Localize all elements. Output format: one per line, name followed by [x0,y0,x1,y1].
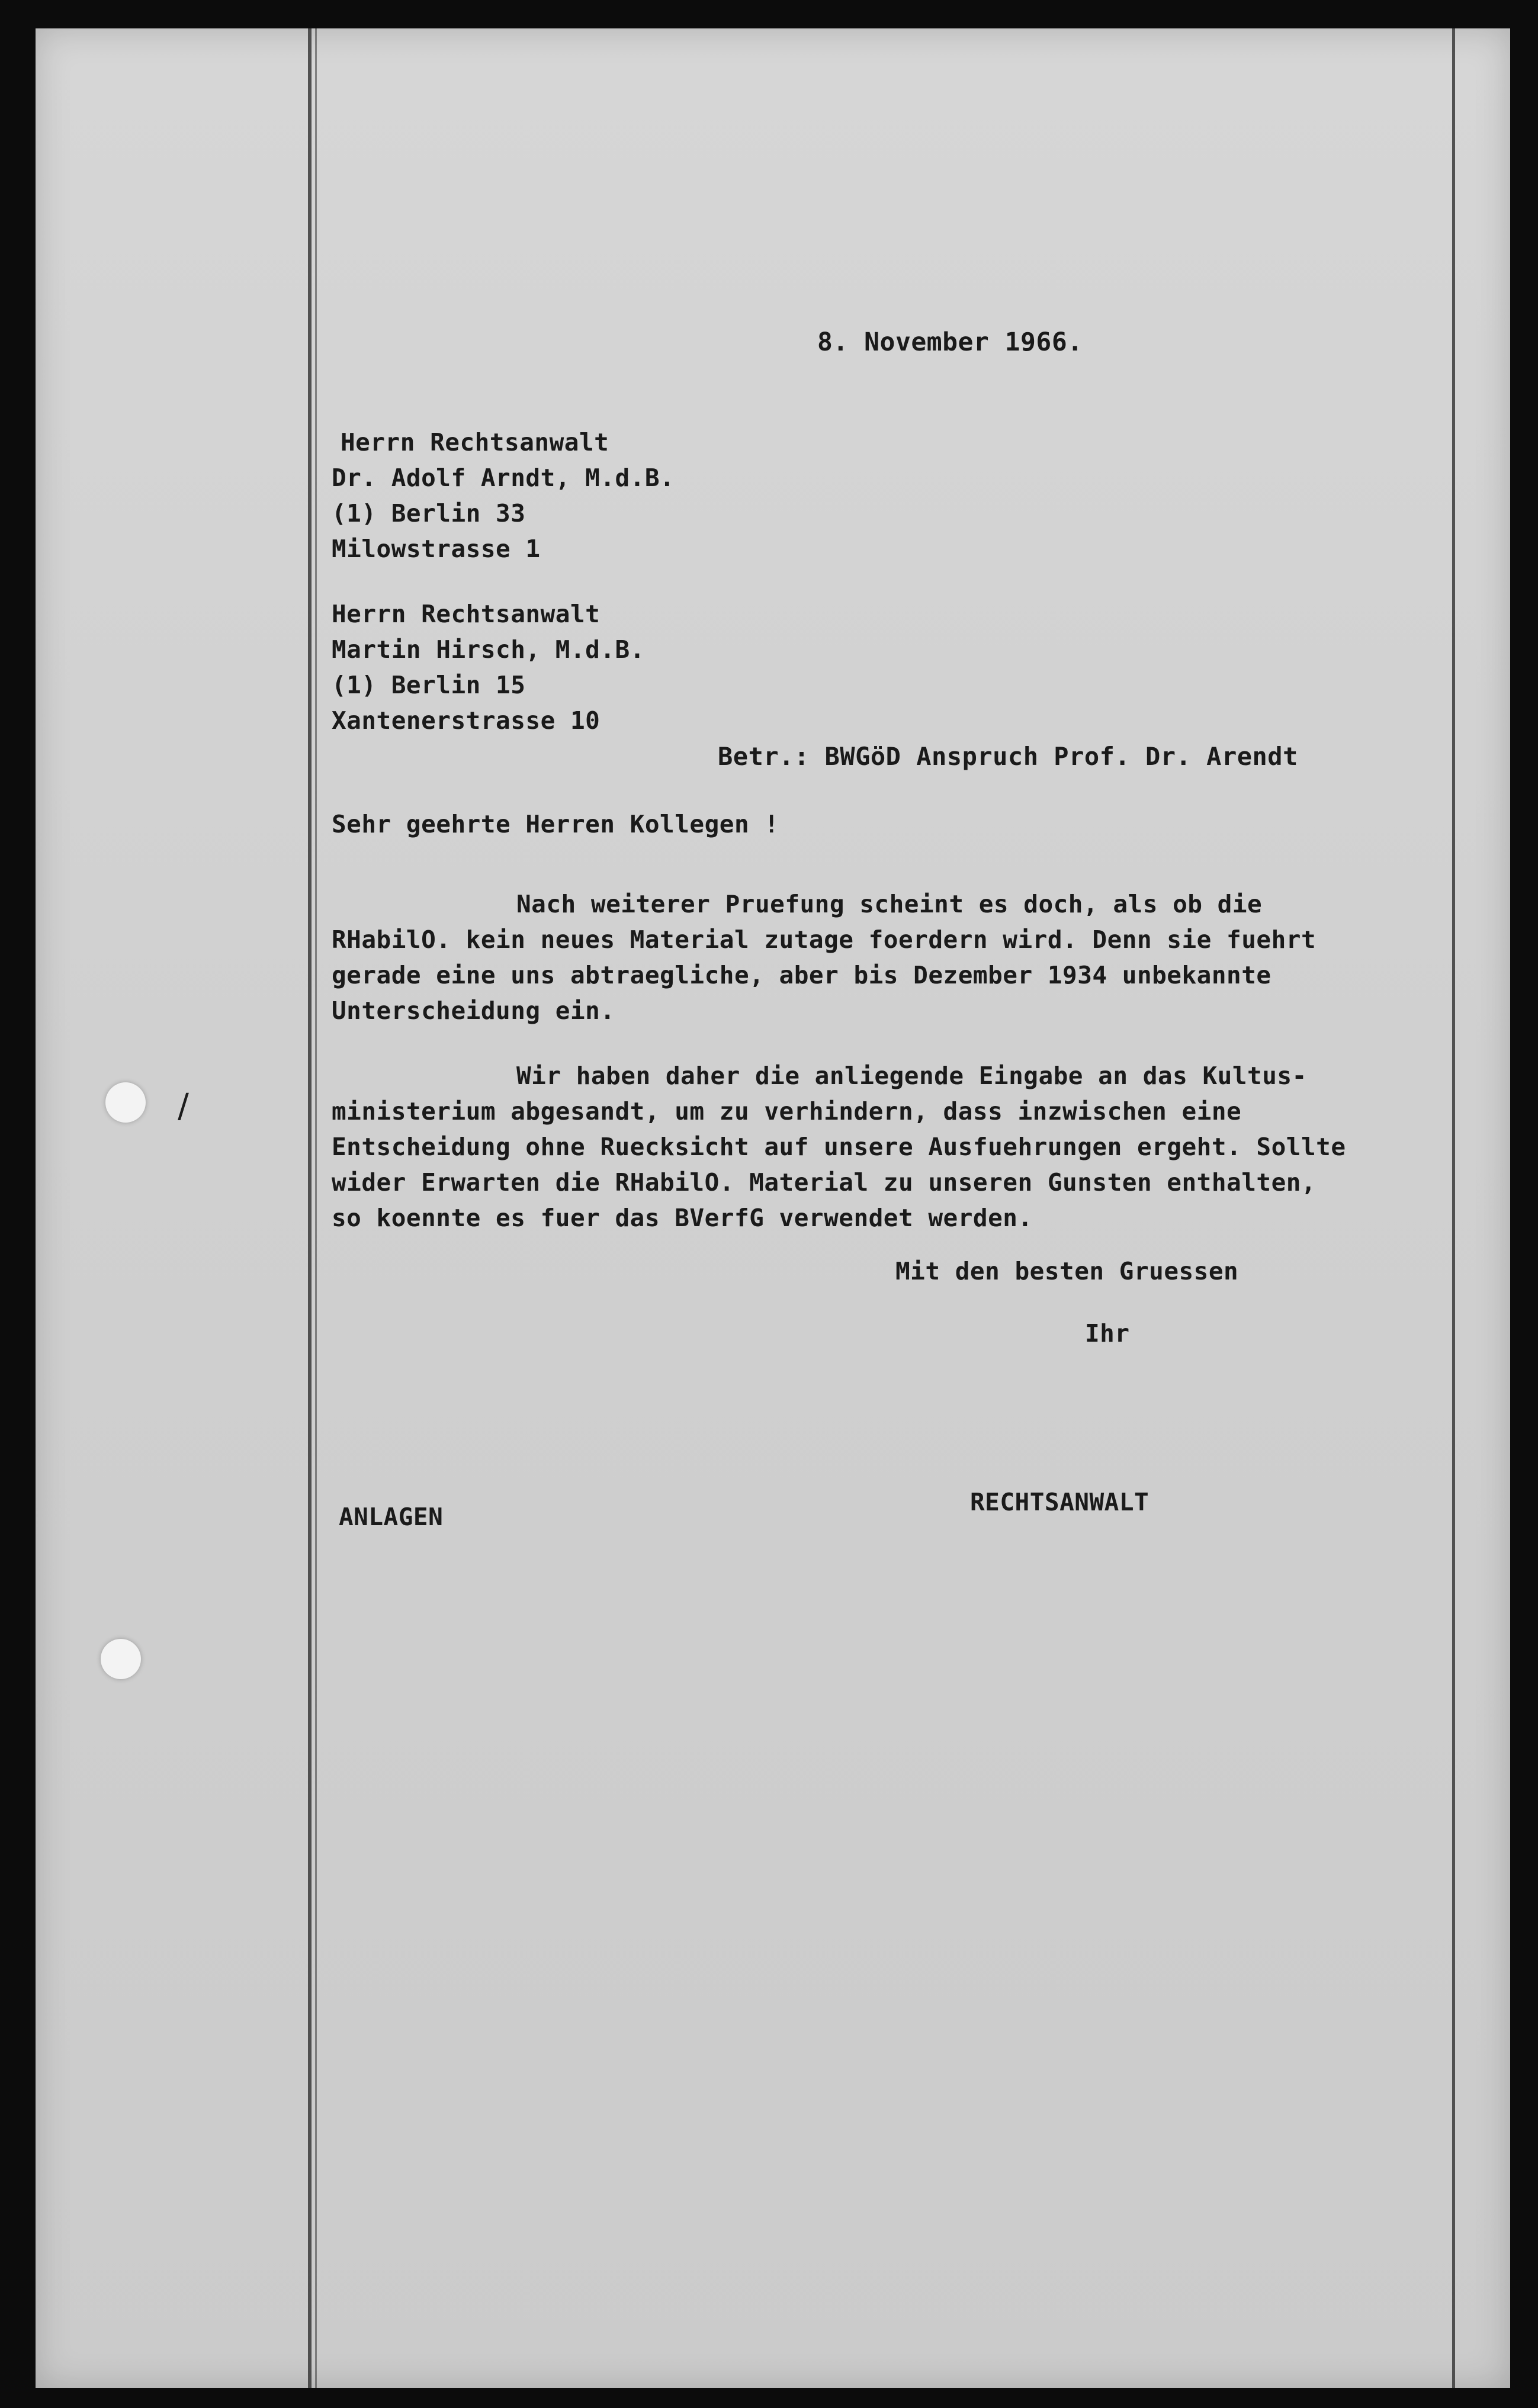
paragraph-2-line-3: Entscheidung ohne Ruecksicht auf unsere Ausfuehrungen ergeht. Sollte [332,1133,1346,1161]
paragraph-1-line-2: RHabilO. kein neues Material zutage foerdern wird. Denn sie fuehrt [332,925,1317,954]
salutation: Sehr geehrte Herren Kollegen ! [332,810,779,838]
paragraph-1-line-3: gerade eine uns abtraegliche, aber bis Dezember 1934 unbekannte [332,961,1272,989]
recipient-2-line-4: Xantenerstrasse 10 [332,706,601,735]
paragraph-2-line-2: ministerium abgesandt, um zu verhindern, dass inzwischen eine [332,1097,1242,1126]
enclosures-label: ANLAGEN [339,1503,444,1531]
closing-word: Ihr [1085,1319,1130,1348]
recipient-2-line-2: Martin Hirsch, M.d.B. [332,635,645,664]
recipient-1-line-3: (1) Berlin 33 [332,499,526,528]
paragraph-1-line-1: Nach weiterer Pruefung scheint es doch, als ob die [516,890,1263,918]
signature-title: RECHTSANWALT [970,1488,1150,1516]
recipient-1-line-2: Dr. Adolf Arndt, M.d.B. [332,464,675,492]
letter-page [36,28,1510,2388]
paragraph-2-line-4: wider Erwarten die RHabilO. Material zu unseren Gunsten enthalten, [332,1168,1317,1197]
paragraph-2-line-5: so koennte es fuer das BVerfG verwendet werden. [332,1204,1033,1232]
recipient-1-line-1: Herrn Rechtsanwalt [341,428,609,456]
margin-mark: / [178,1087,189,1126]
paragraph-1-line-4: Unterscheidung ein. [332,996,615,1025]
recipient-2-line-1: Herrn Rechtsanwalt [332,600,601,628]
letter-body [36,28,1510,2388]
subject-line: Betr.: BWGöD Anspruch Prof. Dr. Arendt [718,742,1298,771]
closing-greeting: Mit den besten Gruessen [895,1257,1239,1285]
recipient-1-line-4: Milowstrasse 1 [332,535,541,563]
letter-date: 8. November 1966. [817,327,1083,357]
recipient-2-line-3: (1) Berlin 15 [332,671,526,699]
paragraph-2-line-1: Wir haben daher die anliegende Eingabe an das Kultus- [516,1062,1307,1090]
